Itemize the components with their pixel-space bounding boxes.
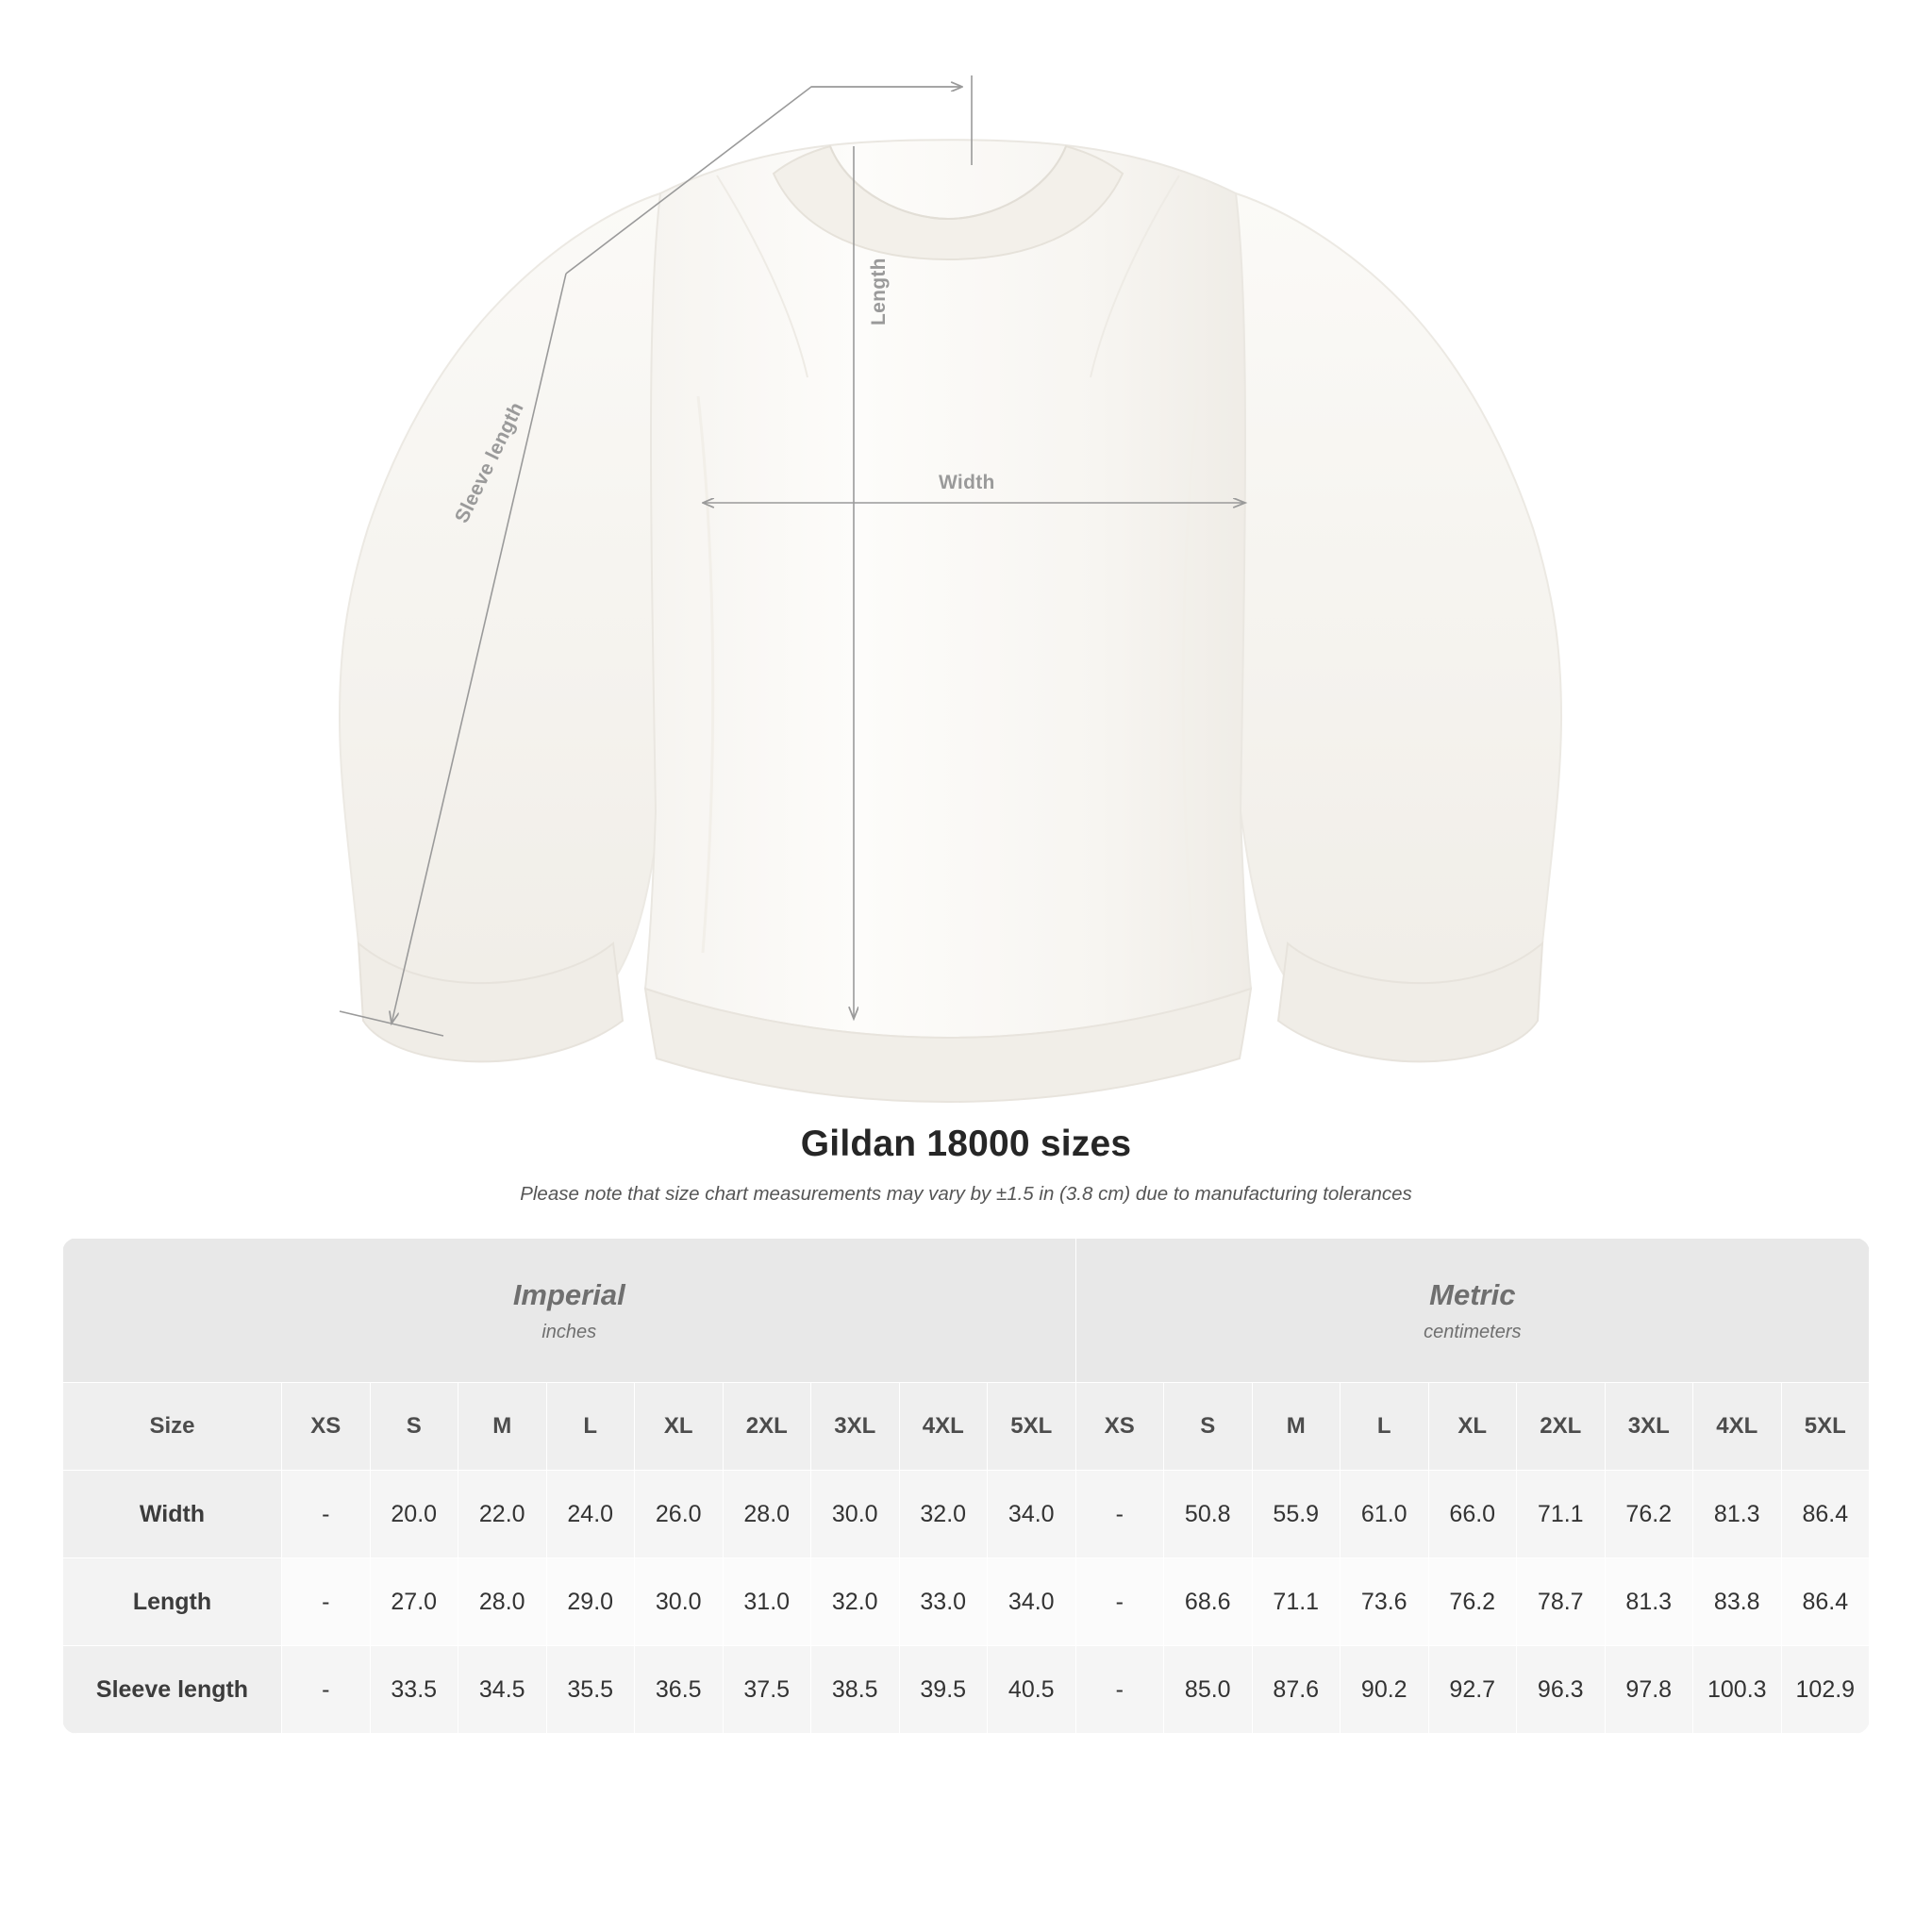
cell-sleeve-imperial-xl: 36.5 [635, 1646, 724, 1734]
row-label-length: Length [63, 1558, 282, 1646]
size-col-imperial-s: S [370, 1383, 458, 1471]
cell-sleeve-metric-l: 90.2 [1341, 1646, 1429, 1734]
cell-sleeve-imperial-4xl: 39.5 [899, 1646, 988, 1734]
cell-sleeve-metric-s: 85.0 [1164, 1646, 1253, 1734]
metric-unit-sub: centimeters [1424, 1321, 1522, 1342]
cell-length-imperial-5xl: 34.0 [988, 1558, 1076, 1646]
cell-sleeve-imperial-xs: - [282, 1646, 371, 1734]
cell-sleeve-imperial-5xl: 40.5 [988, 1646, 1076, 1734]
size-table [62, 1238, 1870, 1734]
cell-width-metric-s: 50.8 [1164, 1471, 1253, 1558]
cell-length-imperial-xl: 30.0 [635, 1558, 724, 1646]
cell-length-imperial-l: 29.0 [546, 1558, 635, 1646]
cell-width-imperial-3xl: 30.0 [811, 1471, 900, 1558]
metric-header-cell [1075, 1239, 1870, 1383]
tolerance-note: Please note that size chart measurements may vary by ±1.5 in (3.8 cm) due to manufacturing tolerances [520, 1183, 1412, 1205]
sleeve-length-label: Sleeve length [451, 398, 528, 527]
cell-width-imperial-xl: 26.0 [635, 1471, 724, 1558]
size-col-metric-4xl: 4XL [1693, 1383, 1782, 1471]
cell-length-imperial-xs: - [282, 1558, 371, 1646]
size-header-cell: Size [63, 1383, 282, 1471]
cell-width-imperial-xs: - [282, 1471, 371, 1558]
metric-unit-name: Metric [1429, 1277, 1516, 1311]
cell-length-imperial-m: 28.0 [458, 1558, 547, 1646]
cell-length-metric-xs: - [1075, 1558, 1164, 1646]
cell-sleeve-metric-2xl: 96.3 [1517, 1646, 1606, 1734]
cell-length-imperial-2xl: 31.0 [723, 1558, 811, 1646]
size-col-imperial-2xl: 2XL [723, 1383, 811, 1471]
cell-length-imperial-s: 27.0 [370, 1558, 458, 1646]
cell-length-metric-m: 71.1 [1252, 1558, 1341, 1646]
cell-width-metric-3xl: 76.2 [1605, 1471, 1693, 1558]
cell-width-imperial-2xl: 28.0 [723, 1471, 811, 1558]
cell-width-metric-xl: 66.0 [1428, 1471, 1517, 1558]
cell-length-metric-xl: 76.2 [1428, 1558, 1517, 1646]
table-row [63, 1558, 1870, 1646]
cell-sleeve-metric-5xl: 102.9 [1781, 1646, 1870, 1734]
page-title: Gildan 18000 sizes [800, 1124, 1132, 1164]
size-col-metric-xl: XL [1428, 1383, 1517, 1471]
cell-length-metric-s: 68.6 [1164, 1558, 1253, 1646]
cell-sleeve-metric-m: 87.6 [1252, 1646, 1341, 1734]
cell-length-metric-5xl: 86.4 [1781, 1558, 1870, 1646]
cell-width-metric-2xl: 71.1 [1517, 1471, 1606, 1558]
cell-width-metric-4xl: 81.3 [1693, 1471, 1782, 1558]
size-col-imperial-xl: XL [635, 1383, 724, 1471]
size-col-imperial-m: M [458, 1383, 547, 1471]
cell-width-metric-5xl: 86.4 [1781, 1471, 1870, 1558]
cell-length-metric-2xl: 78.7 [1517, 1558, 1606, 1646]
cell-sleeve-imperial-s: 33.5 [370, 1646, 458, 1734]
size-header-row [63, 1383, 1870, 1471]
cell-length-imperial-4xl: 33.0 [899, 1558, 988, 1646]
imperial-header-cell [63, 1239, 1076, 1383]
imperial-unit-sub: inches [541, 1321, 597, 1342]
title-block [0, 1124, 1932, 1206]
cell-width-imperial-4xl: 32.0 [899, 1471, 988, 1558]
size-col-metric-l: L [1341, 1383, 1429, 1471]
imperial-unit-name: Imperial [512, 1277, 625, 1311]
size-col-metric-xs: XS [1075, 1383, 1164, 1471]
size-col-imperial-xs: XS [282, 1383, 371, 1471]
cell-width-imperial-m: 22.0 [458, 1471, 547, 1558]
cell-width-metric-m: 55.9 [1252, 1471, 1341, 1558]
size-col-imperial-3xl: 3XL [811, 1383, 900, 1471]
cell-sleeve-imperial-m: 34.5 [458, 1646, 547, 1734]
cell-sleeve-metric-3xl: 97.8 [1605, 1646, 1693, 1734]
row-label-sleeve-length: Sleeve length [63, 1646, 282, 1734]
size-table-wrapper [62, 1238, 1870, 1734]
cell-length-metric-l: 73.6 [1341, 1558, 1429, 1646]
cell-sleeve-metric-xl: 92.7 [1428, 1646, 1517, 1734]
size-col-imperial-5xl: 5XL [988, 1383, 1076, 1471]
size-col-metric-3xl: 3XL [1605, 1383, 1693, 1471]
cell-width-metric-xs: - [1075, 1471, 1164, 1558]
cell-length-imperial-3xl: 32.0 [811, 1558, 900, 1646]
row-label-width: Width [63, 1471, 282, 1558]
size-col-imperial-l: L [546, 1383, 635, 1471]
cell-length-metric-4xl: 83.8 [1693, 1558, 1782, 1646]
cell-width-imperial-s: 20.0 [370, 1471, 458, 1558]
cell-sleeve-metric-4xl: 100.3 [1693, 1646, 1782, 1734]
size-col-metric-5xl: 5XL [1781, 1383, 1870, 1471]
unit-header-row [63, 1239, 1870, 1383]
size-col-imperial-4xl: 4XL [899, 1383, 988, 1471]
cell-length-metric-3xl: 81.3 [1605, 1558, 1693, 1646]
cell-sleeve-imperial-3xl: 38.5 [811, 1646, 900, 1734]
cell-width-imperial-l: 24.0 [546, 1471, 635, 1558]
cell-sleeve-imperial-2xl: 37.5 [723, 1646, 811, 1734]
length-label: Length [868, 258, 890, 325]
cell-width-imperial-5xl: 34.0 [988, 1471, 1076, 1558]
sweatshirt-shape [340, 140, 1561, 1102]
width-label: Width [939, 472, 995, 493]
cell-width-metric-l: 61.0 [1341, 1471, 1429, 1558]
size-col-metric-2xl: 2XL [1517, 1383, 1606, 1471]
size-col-metric-m: M [1252, 1383, 1341, 1471]
size-col-metric-s: S [1164, 1383, 1253, 1471]
table-row [63, 1471, 1870, 1558]
cell-sleeve-imperial-l: 35.5 [546, 1646, 635, 1734]
cell-sleeve-metric-xs: - [1075, 1646, 1164, 1734]
table-row [63, 1646, 1870, 1734]
